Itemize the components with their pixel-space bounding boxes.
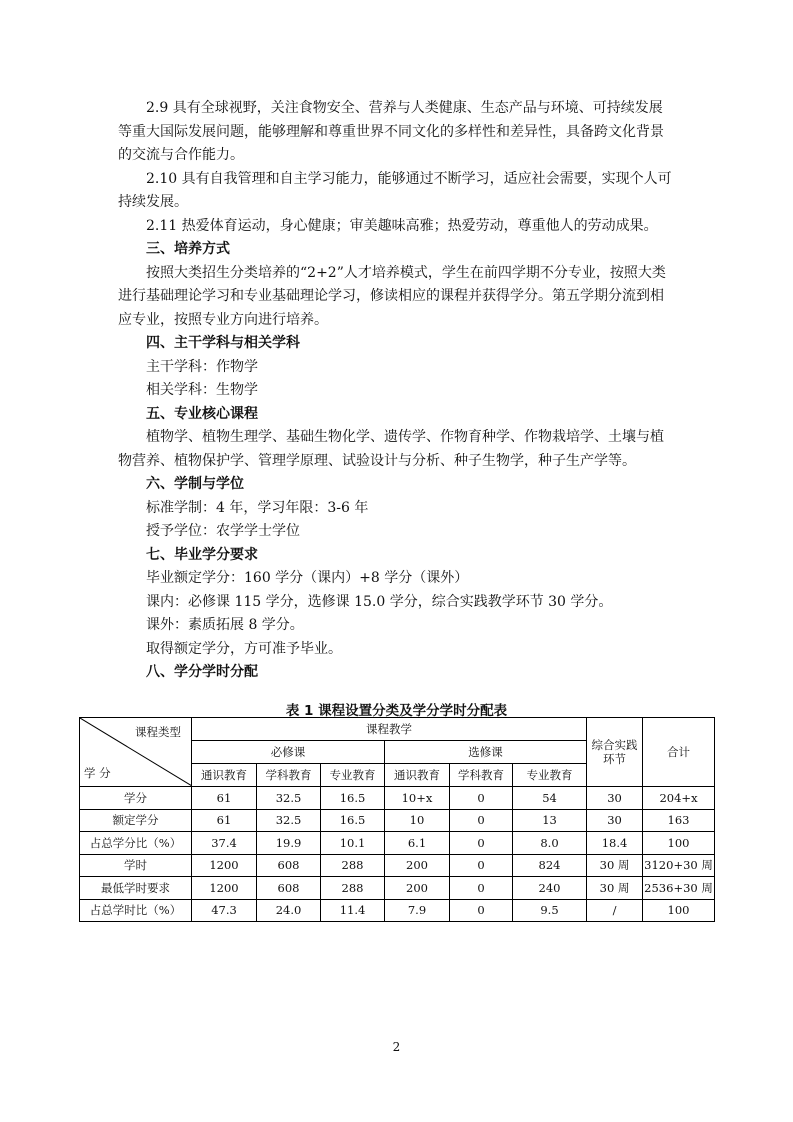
table-cell: 1200 — [192, 854, 257, 877]
table-cell: 163 — [643, 809, 715, 832]
table-row — [80, 832, 715, 855]
page-number: 2 — [392, 1040, 401, 1054]
table-cell: 0 — [450, 877, 513, 900]
subcol-header: 学科教育 — [450, 764, 513, 787]
table-cell: 30 — [587, 809, 643, 832]
table-cell: 10 — [385, 809, 450, 832]
table-cell: 16.5 — [321, 787, 385, 810]
table-row — [80, 877, 715, 900]
main-discipline: 主干学科：作物学 — [146, 358, 258, 375]
table-cell: 30 — [587, 787, 643, 810]
table-caption: 表 1 课程设置分类及学分学时分配表 — [285, 703, 508, 719]
table-cell: 13 — [513, 809, 587, 832]
table-cell: 24.0 — [257, 899, 321, 922]
subcol-header: 通识教育 — [192, 764, 257, 787]
table-cell: 7.9 — [385, 899, 450, 922]
table-cell: 0 — [450, 854, 513, 877]
heading-training-mode: 三、培养方式 — [146, 241, 230, 257]
heading-disciplines: 四、主干学科与相关学科 — [146, 335, 300, 351]
required-header: 必修课 — [192, 741, 385, 764]
practice-header: 综合实践环节 — [587, 718, 643, 787]
row-label: 学时 — [80, 854, 192, 877]
table-cell: 100 — [643, 832, 715, 855]
subcol-header: 学科教育 — [257, 764, 321, 787]
table-cell: 1200 — [192, 877, 257, 900]
table-cell: 2536+30 周 — [643, 877, 715, 900]
table-row — [80, 787, 715, 810]
table-row — [80, 854, 715, 877]
graduation-condition: 取得额定学分，方可准予毕业。 — [146, 640, 342, 657]
table-cell: 30 周 — [587, 854, 643, 877]
table-cell: 30 周 — [587, 877, 643, 900]
table-cell: 18.4 — [587, 832, 643, 855]
table-cell: 3120+30 周 — [643, 854, 715, 877]
table-row — [80, 809, 715, 832]
heading-credit-hour-distribution: 八、学分学时分配 — [146, 664, 258, 680]
heading-core-courses: 五、专业核心课程 — [146, 405, 258, 422]
table-cell: 16.5 — [321, 809, 385, 832]
table-cell: 61 — [192, 787, 257, 810]
table-cell: 8.0 — [513, 832, 587, 855]
table-cell: 32.5 — [257, 809, 321, 832]
row-label: 额定学分 — [80, 809, 192, 832]
credits-total: 毕业额定学分：160 学分（课内）+8 学分（课外） — [146, 570, 469, 586]
credit-hour-table — [79, 717, 715, 922]
corner-top-label: 课程类型 — [135, 725, 181, 739]
heading-degree: 六、学制与学位 — [146, 476, 244, 492]
table-cell: 19.9 — [257, 832, 321, 855]
heading-credit-requirements: 七、毕业学分要求 — [146, 546, 258, 563]
table-cell: 10.1 — [321, 832, 385, 855]
table-cell: 0 — [450, 899, 513, 922]
table-cell: 204+x — [643, 787, 715, 810]
row-label: 占总学时比（%） — [80, 899, 192, 922]
table-cell: 824 — [513, 854, 587, 877]
table-cell: 608 — [257, 877, 321, 900]
standard-duration: 标准学制：4 年，学习年限：3-6 年 — [146, 499, 369, 516]
table-cell: 9.5 — [513, 899, 587, 922]
table-cell: 288 — [321, 877, 385, 900]
table-cell: 100 — [643, 899, 715, 922]
table-body — [80, 787, 715, 922]
document-body — [118, 97, 673, 685]
subcol-header: 专业教育 — [321, 764, 385, 787]
table-cell: 47.3 — [192, 899, 257, 922]
row-label: 学分 — [80, 787, 192, 810]
total-header: 合计 — [643, 718, 715, 787]
table-cell: 11.4 — [321, 899, 385, 922]
paragraph-2-11: 2.11 热爱体育运动，身心健康；审美趣味高雅；热爱劳动，尊重他人的劳动成果。 — [146, 217, 658, 234]
table-cell: 10+x — [385, 787, 450, 810]
table-cell: 0 — [450, 809, 513, 832]
table-cell: 240 — [513, 877, 587, 900]
course-teaching-header: 课程教学 — [192, 718, 587, 741]
row-label: 最低学时要求 — [80, 877, 192, 900]
credits-extracurricular: 课外：素质拓展 8 学分。 — [146, 617, 304, 633]
corner-bottom-label: 学 分 — [84, 766, 111, 780]
table-cell: 61 — [192, 809, 257, 832]
related-discipline: 相关学科：生物学 — [146, 382, 258, 398]
diagonal-header-cell — [80, 718, 192, 787]
table-cell: 200 — [385, 854, 450, 877]
table-cell: 200 — [385, 877, 450, 900]
table-cell: / — [587, 899, 643, 922]
paragraph-training-mode: 按照大类招生分类培养的“2+2”人才培养模式，学生在前四学期不分专业，按照大类进行基础理论学习和专业基础理论学习，修读相应的课程并获得学分。第五学期分流到相应专业，按照专业方向进行培养。 — [118, 264, 666, 328]
paragraph-2-10: 2.10 具有自我管理和自主学习能力，能够通过不断学习，适应社会需要，实现个人可持续发展。 — [118, 170, 672, 210]
table-cell: 6.1 — [385, 832, 450, 855]
subcol-header: 专业教育 — [513, 764, 587, 787]
table-cell: 37.4 — [192, 832, 257, 855]
elective-header: 选修课 — [385, 741, 587, 764]
credits-in-class: 课内：必修课 115 学分，选修课 15.0 学分，综合实践教学环节 30 学分。 — [146, 593, 613, 610]
table-row — [80, 899, 715, 922]
table-cell: 608 — [257, 854, 321, 877]
table-cell: 54 — [513, 787, 587, 810]
paragraph-2-9: 2.9 具有全球视野，关注食物安全、营养与人类健康、生态产品与环境、可持续发展等重大国际发展问题，能够理解和尊重世界不同文化的多样性和差异性，具备跨文化背景的交流与合作能力。 — [118, 100, 664, 163]
table-cell: 0 — [450, 832, 513, 855]
subcol-header: 通识教育 — [385, 764, 450, 787]
degree-awarded: 授予学位：农学学士学位 — [146, 523, 300, 539]
table-cell: 32.5 — [257, 787, 321, 810]
paragraph-core-courses: 植物学、植物生理学、基础生物化学、遗传学、作物育种学、作物栽培学、土壤与植物营养、植物保护学、管理学原理、试验设计与分析、种子生物学，种子生产学等。 — [118, 429, 664, 469]
table-cell: 288 — [321, 854, 385, 877]
row-label: 占总学分比（%） — [80, 832, 192, 855]
table-cell: 0 — [450, 787, 513, 810]
